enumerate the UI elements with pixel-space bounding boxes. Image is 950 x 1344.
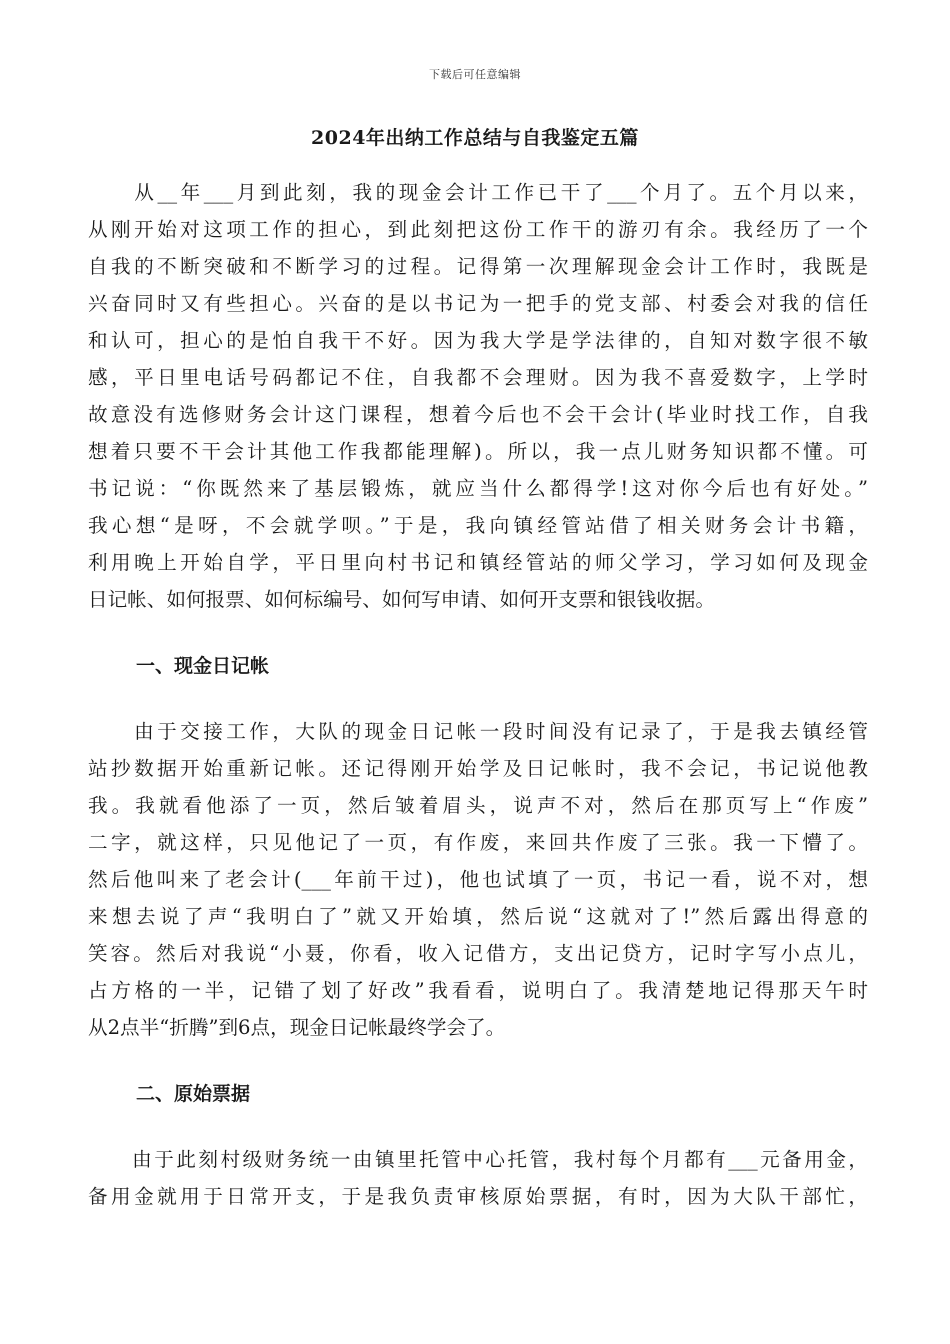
paragraph-line: 感，平日里电话号码都记不住，自我都不会理财。因为我不喜爱数字，上学时 [88, 366, 868, 389]
paragraph-line: 由于此刻村级财务统一由镇里托管中心托管，我村每个月都有___元备用金， [88, 1148, 868, 1171]
paragraph-line: 由于交接工作，大队的现金日记帐一段时间没有记录了，于是我去镇经管 [88, 720, 868, 743]
paragraph-line: 想着只要不干会计其他工作我都能理解)。所以，我一点儿财务知识都不懂。可 [88, 440, 868, 463]
paragraph-line: 书记说：“你既然来了基层锻炼，就应当什么都得学!这对你今后也有好处。” [88, 477, 868, 500]
paragraph-line: 利用晚上开始自学，平日里向村书记和镇经管站的师父学习，学习如何及现金 [88, 551, 868, 574]
paragraph-line: 从__年___月到此刻，我的现金会计工作已干了___个月了。五个月以来， [88, 181, 868, 204]
header-note: 下载后可任意编辑 [429, 68, 521, 81]
paragraph-line: 我心想“是呀，不会就学呗。”于是，我向镇经管站借了相关财务会计书籍， [88, 514, 868, 537]
paragraph-line: 然后他叫来了老会计(___年前干过)，他也试填了一页，书记一看，说不对，想 [88, 868, 868, 891]
paragraph-line: 二字，就这样，只见他记了一页，有作废，来回共作废了三张。我一下懵了。 [88, 831, 868, 854]
section-heading-cash-journal: 一、现金日记帐 [136, 655, 270, 677]
section-cash-journal-paragraph [88, 713, 868, 1046]
spacer [88, 1046, 868, 1076]
paragraph-line: 和认可，担心的是怕自我干不好。因为我大学是学法律的，自知对数字很不敏 [88, 329, 868, 352]
paragraph-line: 来想去说了声“我明白了”就又开始填，然后说“这就对了!”然后露出得意的 [88, 905, 868, 928]
paragraph-line: 笑容。然后对我说“小聂，你看，收入记借方，支出记贷方，记时字写小点儿， [88, 942, 868, 965]
paragraph-line: 站抄数据开始重新记帐。还记得刚开始学及日记帐时，我不会记，书记说他教 [88, 757, 868, 780]
document-body [88, 174, 868, 1215]
paragraph-line: 自我的不断突破和不断学习的过程。记得第一次理解现金会计工作时，我既是 [88, 255, 868, 278]
spacer [88, 618, 868, 648]
section-heading-original-receipts: 二、原始票据 [136, 1083, 251, 1105]
paragraph-line: 故意没有选修财务会计这门课程，想着今后也不会干会计(毕业时找工作，自我 [88, 403, 868, 426]
paragraph-line: 占方格的一半，记错了划了好改”我看看，说明白了。我清楚地记得那天午时 [88, 979, 868, 1002]
paragraph-line: 我。我就看他添了一页，然后皱着眉头，说声不对，然后在那页写上“作废” [88, 794, 868, 817]
spacer [88, 1113, 868, 1141]
paragraph-line: 从刚开始对这项工作的担心，到此刻把这份工作干的游刃有余。我经历了一个 [88, 218, 868, 241]
spacer [88, 685, 868, 713]
paragraph-line: 从2点半“折腾”到6点，现金日记帐最终学会了。 [88, 1016, 506, 1039]
paragraph-line: 兴奋同时又有些担心。兴奋的是以书记为一把手的党支部、村委会对我的信任 [88, 292, 868, 315]
paragraph-line: 备用金就用于日常开支，于是我负责审核原始票据，有时，因为大队干部忙， [88, 1185, 868, 1208]
section-original-receipts-paragraph [88, 1141, 868, 1215]
paragraph-line: 日记帐、如何报票、如何标编号、如何写申请、如何开支票和银钱收据。 [88, 588, 715, 611]
document-title: 2024年出纳工作总结与自我鉴定五篇 [311, 127, 639, 149]
intro-paragraph [88, 174, 868, 618]
